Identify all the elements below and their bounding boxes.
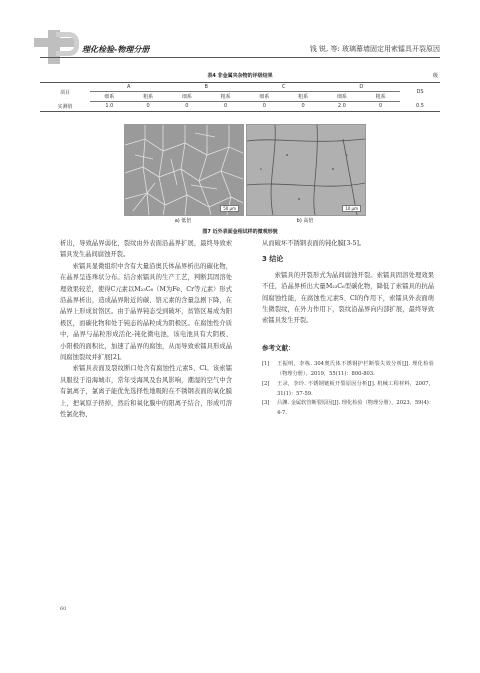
page-number: 60 <box>60 606 67 612</box>
reference-number: [2] <box>262 380 270 387</box>
table-unit: 级 <box>432 73 438 79</box>
table-subheader: 粗系 <box>361 92 400 102</box>
table-caption: 表4 非金属夹杂物的评级结果 <box>207 73 273 79</box>
table-subheader: 细系 <box>323 92 362 102</box>
table-group-header: A <box>90 83 168 92</box>
reference-list <box>262 360 434 419</box>
reference-item <box>262 360 434 380</box>
table-cell: 0 <box>245 102 284 112</box>
reference-text: 吕渊. 金属软管断裂原因[J]. 理化检验（物理分册），2023，59(4)：4-7. <box>277 400 434 417</box>
subfigure-label-b: b) 高倍 <box>296 218 314 224</box>
table-group-header: D <box>323 83 401 92</box>
table-cell: 0 <box>206 102 245 112</box>
table-cell: 1.0 <box>90 102 129 112</box>
micrograph-low-magnification <box>124 124 244 216</box>
paragraph: 从而破坏不锈钢表面的钝化膜[3-5]。 <box>262 240 366 247</box>
table-subheader: 细系 <box>245 92 284 102</box>
table-row-label: 实测值 <box>40 102 90 112</box>
reference-number: [3] <box>262 400 270 407</box>
table-cell: 0 <box>361 102 400 112</box>
table-subheader: 粗系 <box>284 92 323 102</box>
table-subheader: 细系 <box>90 92 129 102</box>
references-heading: 参考文献： <box>262 343 295 352</box>
paragraph: 索镭具的开裂形式为晶间腐蚀开裂。索镭具固溶处理效果不佳，沿晶界析出大量M₂₃C₆型碳化物，降低了索镭具的抗晶间腐蚀性能，在腐蚀性元素S、Cl的作用下，索镭具外表面萌生微裂纹，在外力作用下，裂纹沿晶界向内部扩展，最终导致索镭具发生开裂。 <box>262 271 434 325</box>
reference-text: 王振明，李栋. 304奥氏体不锈钢护栏断裂失效分析[J]. 理化检验（物理分册），2019，55(11)：800-803. <box>277 361 434 378</box>
journal-logo <box>34 30 78 64</box>
scale-bar-b: 10 μm <box>342 205 361 212</box>
subfigure-label-a: a) 低倍 <box>174 218 192 224</box>
table-cell: 0.5 <box>400 102 440 112</box>
table-subheader: 粗系 <box>206 92 245 102</box>
table-cell: 2.0 <box>323 102 362 112</box>
table-cell: 0 <box>168 102 207 112</box>
paragraph: 析出，导致晶界弱化，裂纹由外表面沿晶界扩展，最终导致索镭具发生晶间腐蚀开裂。 <box>60 240 232 259</box>
table-header-item: 项目 <box>40 83 90 102</box>
table-group-header: B <box>168 83 246 92</box>
reference-item <box>262 380 434 400</box>
table-header-ds: DS <box>400 83 440 102</box>
paragraph: 索镭具表面及裂纹断口处含有腐蚀性元素S、Cl。该索镭具服役于沿海城市，常年受海风及台风影响，潮湿的空气中含有氯离子，氯离子能优先选择性地吸附在不锈钢表面的氧化膜上，把氧原子挤掉，然后和氧化膜中的阳离子结合，形成可溶性氯化物， <box>60 365 232 419</box>
figure-caption: 图7 近外表面金相试样的微观形貌 <box>202 229 278 235</box>
left-column <box>60 238 232 421</box>
section-heading: 3 结论 <box>262 255 284 264</box>
micrograph-high-magnification <box>246 124 366 216</box>
header-rule <box>40 57 440 58</box>
running-title: 钱 锐, 等: 玻璃幕墙固定用索镭具开裂原因 <box>309 45 440 53</box>
reference-text: 王录，李玲. 不锈钢链板开裂原因分析[J]. 机械工程材料，2007，31(1)：57-59. <box>277 380 434 397</box>
reference-item <box>262 399 434 419</box>
table-cell: 0 <box>129 102 168 112</box>
paragraph: 索镭具显微组织中含有大量沿奥氏体晶界析出的碳化物，在晶界呈连珠状分布。结合索镭具的生产工艺，判断其固溶处理效果较差，使得C元素以M₂₃C₆（M为Fe、Cr等元素）形式沿晶界析出，造成晶界附近的碳、铬元素的含量急剧下降，在晶界上形成贫铬区。由于晶界钝态受到破坏，贫铬区易成为阳极区，而碳化物和处于钝态的晶粒成为阴极区。在腐蚀性介质中，晶界与晶粒形成活化-钝化微电池，该电池具有大阴极、小阳极的面积比，加速了晶界的腐蚀，从而导致索镭具形成晶间腐蚀裂纹并扩展[2]。 <box>60 262 232 362</box>
inclusion-rating-table <box>40 82 440 112</box>
journal-name: 理化检验-物理分册 <box>82 45 150 54</box>
table-group-header: C <box>245 83 323 92</box>
table-subheader: 细系 <box>168 92 207 102</box>
scale-bar-a: 50 μm <box>220 205 239 212</box>
table-cell: 0 <box>284 102 323 112</box>
table-subheader: 粗系 <box>129 92 168 102</box>
reference-number: [1] <box>262 361 270 368</box>
right-column <box>262 238 434 419</box>
